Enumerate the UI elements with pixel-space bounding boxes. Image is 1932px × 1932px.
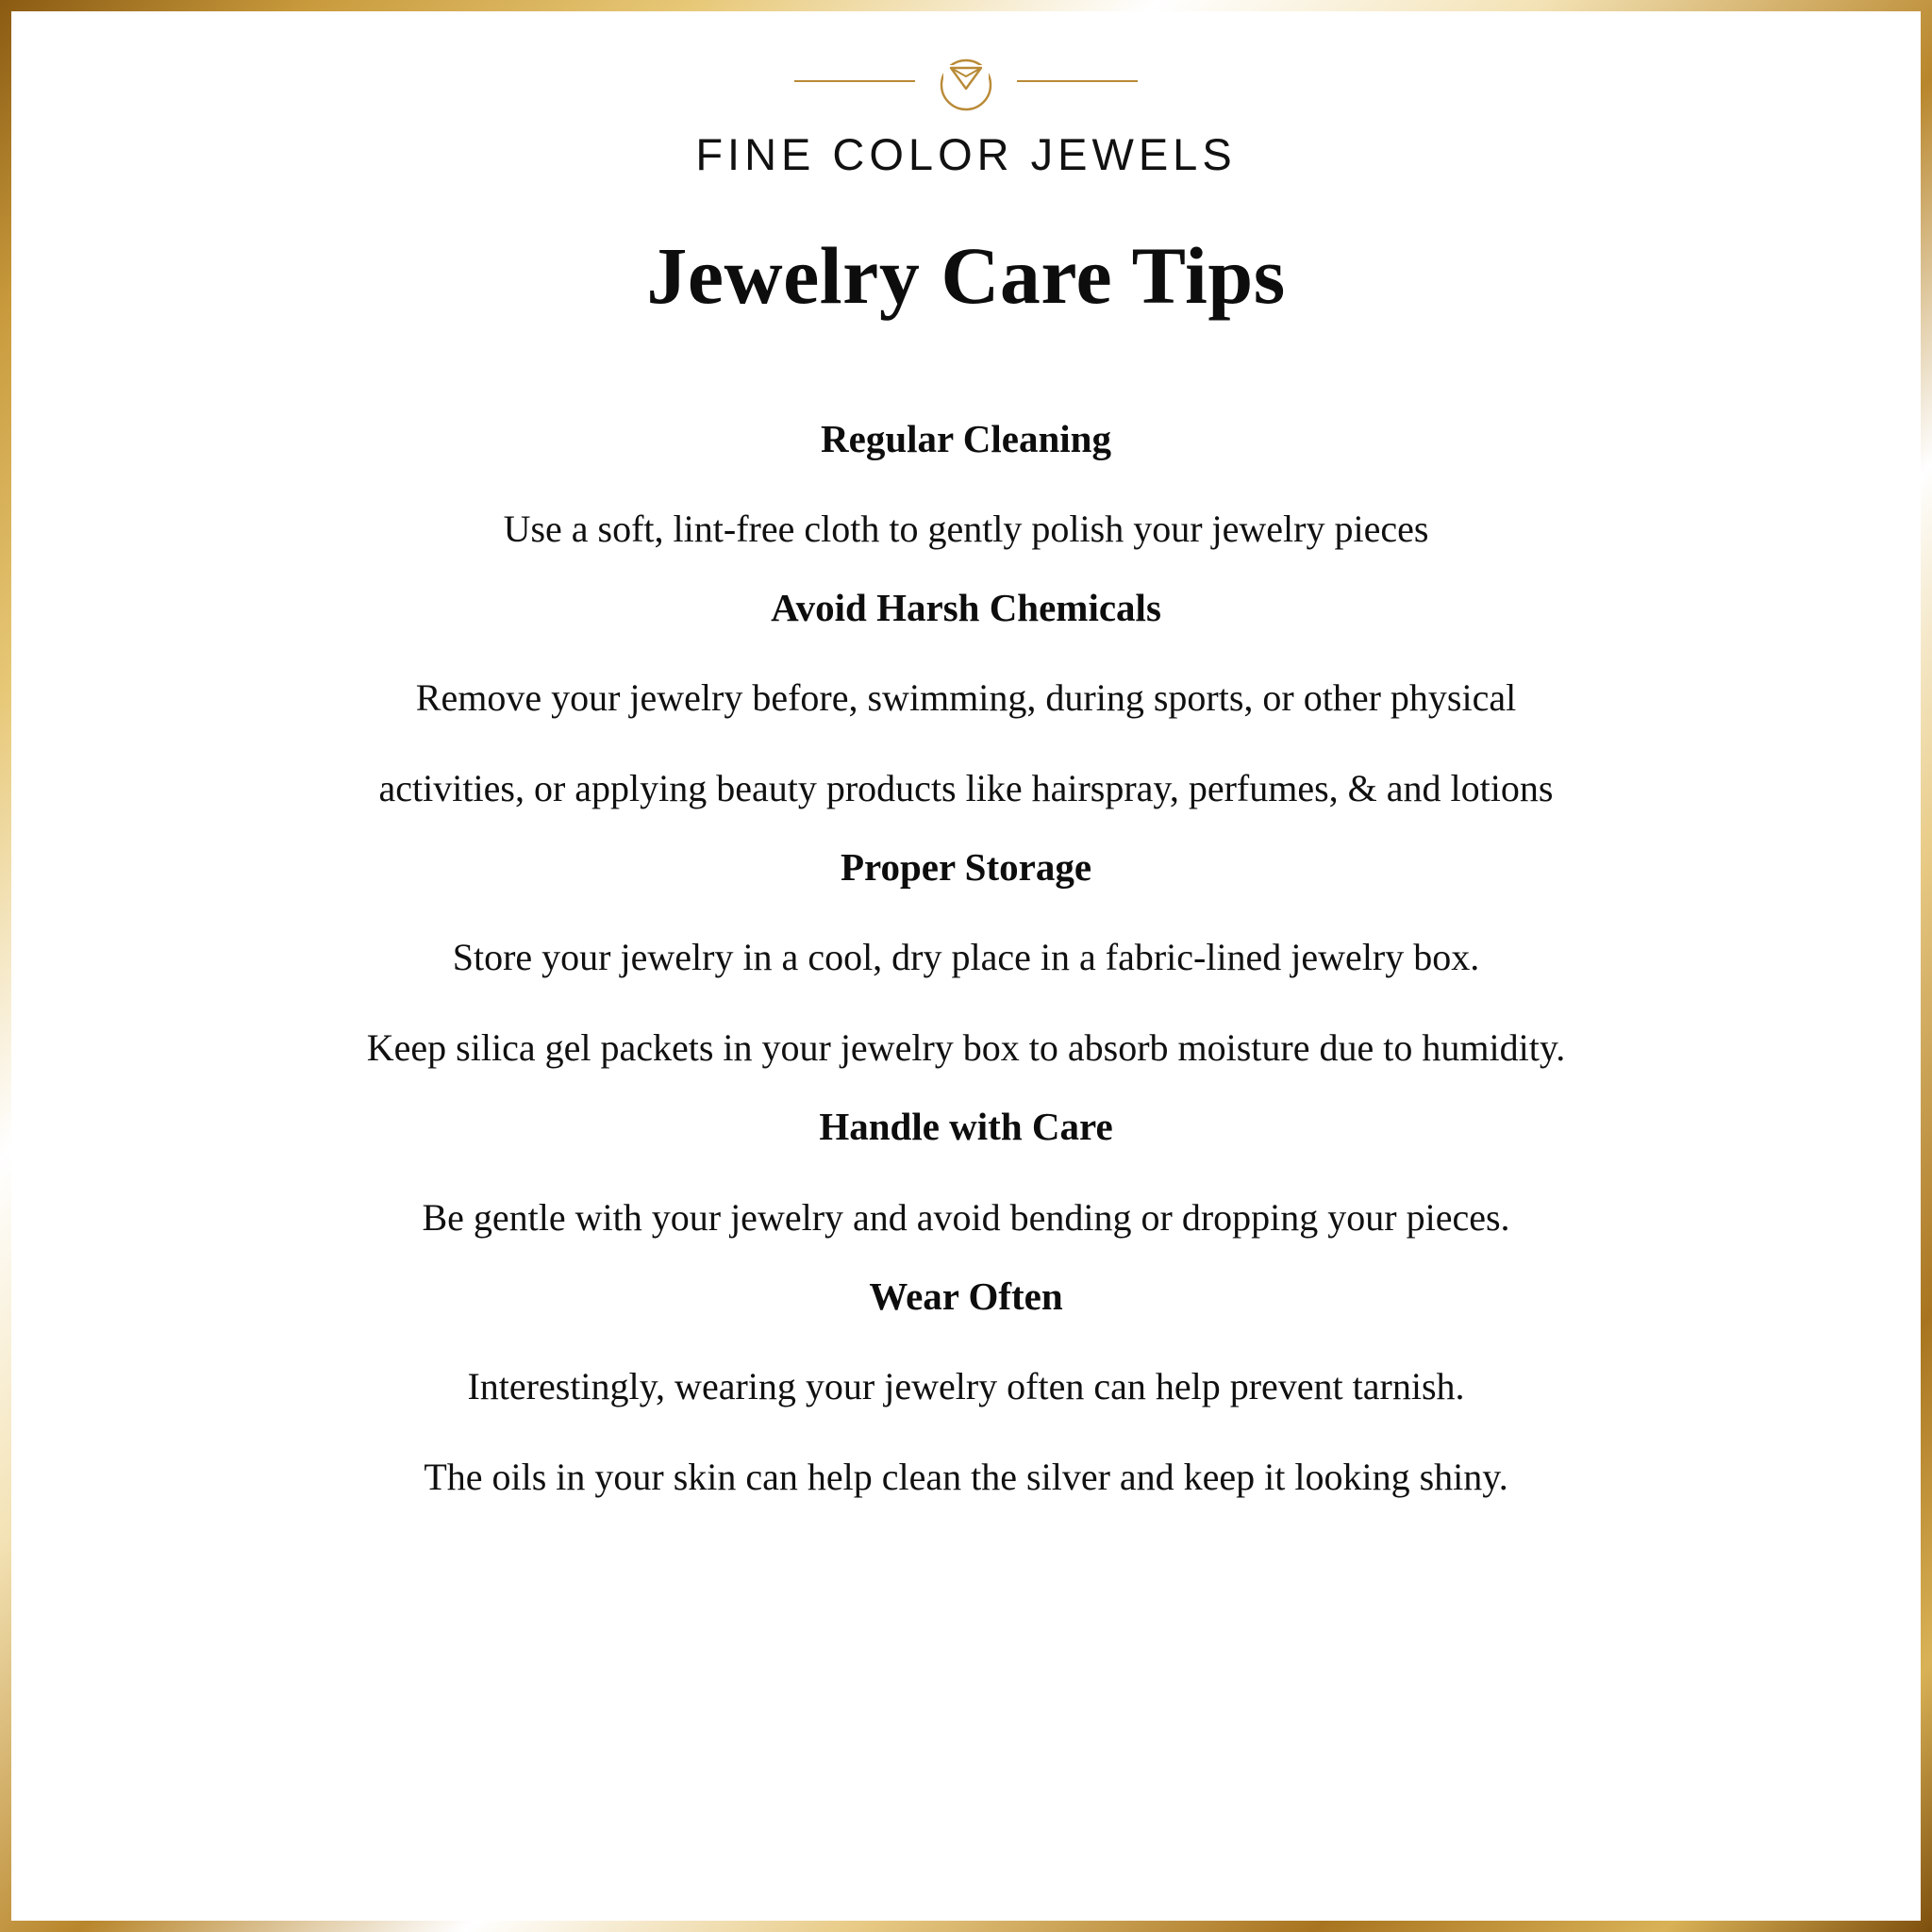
logo-row bbox=[794, 47, 1138, 115]
section-handle-with-care bbox=[68, 1072, 1864, 1241]
section-line: Interestingly, wearing your jewelry often can help prevent tarnish. bbox=[467, 1364, 1465, 1407]
brand-name: FINE COLOR JEWELS bbox=[695, 129, 1237, 179]
section-line: The oils in your skin can help clean the silver and keep it looking shiny. bbox=[424, 1455, 1508, 1498]
section-proper-storage bbox=[68, 812, 1864, 1072]
document-content bbox=[11, 11, 1921, 1921]
section-avoid-harsh-chemicals bbox=[68, 553, 1864, 812]
diamond-outline-icon bbox=[932, 47, 1000, 115]
page-title: Jewelry Care Tips bbox=[646, 230, 1286, 321]
brand-header bbox=[68, 36, 1864, 180]
section-heading: Handle with Care bbox=[819, 1105, 1113, 1149]
care-tips-sections bbox=[68, 410, 1864, 1501]
section-heading: Regular Cleaning bbox=[821, 416, 1111, 460]
section-line: Keep silica gel packets in your jewelry box to absorb moisture due to humidity. bbox=[366, 1026, 1566, 1070]
section-heading: Wear Often bbox=[869, 1274, 1063, 1318]
section-line: Remove your jewelry before, swimming, during sports, or other physical bbox=[415, 676, 1517, 720]
section-heading: Proper Storage bbox=[840, 845, 1092, 890]
section-line: Be gentle with your jewelry and avoid bending or dropping your pieces. bbox=[422, 1195, 1510, 1239]
section-line: activities, or applying beauty products like hairspray, perfumes, & and lotions bbox=[378, 767, 1554, 810]
section-line: Use a soft, lint-free cloth to gently polish your jewelry pieces bbox=[503, 508, 1429, 551]
section-line: Store your jewelry in a cool, dry place in a fabric-lined jewelry box. bbox=[452, 936, 1480, 979]
logo-right-rule bbox=[1017, 80, 1138, 82]
section-wear-often bbox=[68, 1241, 1864, 1501]
section-regular-cleaning bbox=[68, 410, 1864, 553]
section-heading: Avoid Harsh Chemicals bbox=[771, 586, 1161, 630]
logo-left-rule bbox=[794, 80, 915, 82]
